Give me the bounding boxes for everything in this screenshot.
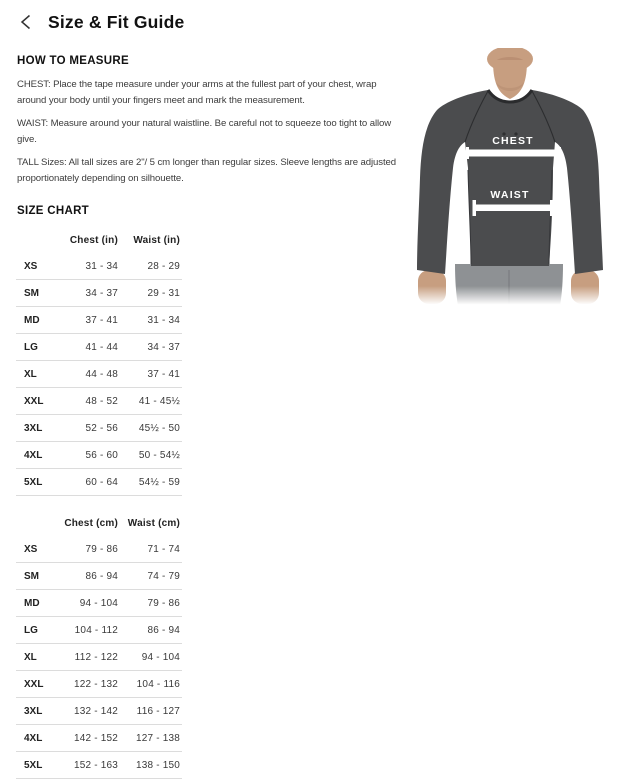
waist-value: 71 - 74	[147, 543, 180, 555]
size-table-body	[16, 253, 182, 496]
size-label: MD	[24, 597, 40, 609]
size-row	[16, 590, 182, 617]
waist-value: 50 - 54½	[138, 449, 180, 461]
waist-value: 28 - 29	[147, 260, 180, 272]
size-row	[16, 280, 182, 307]
content-column	[0, 55, 397, 217]
waist-value: 54½ - 59	[138, 476, 180, 488]
size-table-header	[16, 510, 182, 536]
size-label: 4XL	[24, 732, 43, 744]
waist-value: 104 - 116	[136, 678, 180, 690]
waist-measure-paragraph: WAIST: Measure around your natural waistline. Be careful not to squeeze too tight to allow give.	[17, 118, 392, 145]
chest-value: 112 - 122	[74, 651, 118, 663]
size-row	[16, 644, 182, 671]
chest-value: 48 - 52	[85, 395, 118, 407]
waist-value: 86 - 94	[147, 624, 180, 636]
size-row	[16, 442, 182, 469]
size-row	[16, 617, 182, 644]
waist-value: 34 - 37	[147, 341, 180, 353]
size-label: MD	[24, 314, 40, 326]
size-row	[16, 671, 182, 698]
size-row	[16, 536, 182, 563]
chest-value: 56 - 60	[85, 449, 118, 461]
neck	[493, 60, 527, 99]
photo-bottom-fade	[393, 286, 624, 308]
chest-value: 44 - 48	[85, 368, 118, 380]
waist-value: 116 - 127	[136, 705, 180, 717]
chest-value: 142 - 152	[73, 732, 118, 744]
size-row	[16, 563, 182, 590]
size-chart-heading: SIZE CHART	[17, 205, 89, 217]
waist-bar-tick-right	[550, 200, 554, 216]
chest-value: 122 - 132	[73, 678, 118, 690]
waist-value: 37 - 41	[147, 368, 180, 380]
column-header-chest-cm: Chest (cm)	[64, 517, 118, 529]
chest-measure-paragraph: CHEST: Place the tape measure under your arms at the fullest part of your chest, wrap around your body until your fingers meet and mark the measurement.	[17, 79, 377, 106]
waist-value: 79 - 86	[147, 597, 180, 609]
waist-value: 127 - 138	[135, 732, 180, 744]
chest-value: 37 - 41	[85, 314, 118, 326]
chevron-left-icon	[16, 11, 38, 33]
size-row	[16, 253, 182, 280]
size-row	[16, 307, 182, 334]
chest-value: 104 - 112	[74, 624, 118, 636]
column-header-waist-cm: Waist (cm)	[127, 517, 180, 529]
size-table-body	[16, 536, 182, 779]
size-label: 5XL	[24, 476, 43, 488]
chest-value: 132 - 142	[73, 705, 118, 717]
waist-value: 29 - 31	[147, 287, 180, 299]
waist-bar-label: WAIST	[490, 189, 530, 201]
chest-value: 31 - 34	[85, 260, 118, 272]
size-table-centimeters	[16, 510, 182, 779]
back-button[interactable]	[15, 10, 39, 34]
waist-bar-tick-left	[473, 200, 477, 216]
size-row	[16, 469, 182, 496]
waist-value: 41 - 45½	[138, 395, 180, 407]
waist-value: 138 - 150	[135, 759, 180, 771]
waist-measure-bar	[474, 205, 552, 212]
column-header-chest-in: Chest (in)	[69, 234, 118, 246]
model-photo	[393, 48, 624, 306]
size-table-header	[16, 227, 182, 253]
size-label: XL	[24, 368, 37, 380]
size-label: 5XL	[24, 759, 43, 771]
size-row	[16, 415, 182, 442]
chest-value: 152 - 163	[73, 759, 118, 771]
chest-value: 34 - 37	[85, 287, 118, 299]
chest-bar-tick-right	[558, 147, 561, 159]
size-label: 4XL	[24, 449, 43, 461]
chest-measure-bar	[467, 150, 560, 157]
size-table-inches	[16, 227, 182, 496]
page-title: Size & Fit Guide	[48, 11, 185, 32]
shirt	[417, 90, 603, 274]
size-label: XXL	[24, 395, 44, 407]
chest-value: 94 - 104	[79, 597, 118, 609]
size-label: 3XL	[24, 705, 43, 717]
size-label: XXL	[24, 678, 44, 690]
chest-bar-label: CHEST	[492, 135, 534, 147]
size-label: 3XL	[24, 422, 43, 434]
chest-bar-tick-left	[466, 147, 469, 159]
chest-value: 60 - 64	[85, 476, 118, 488]
chest-value: 41 - 44	[85, 341, 118, 353]
how-to-measure-heading: HOW TO MEASURE	[17, 55, 129, 67]
size-label: XS	[24, 260, 38, 272]
size-row	[16, 752, 182, 779]
size-row	[16, 698, 182, 725]
size-row	[16, 388, 182, 415]
chest-value: 52 - 56	[85, 422, 118, 434]
waist-value: 31 - 34	[147, 314, 180, 326]
size-label: SM	[24, 287, 39, 299]
size-label: LG	[24, 341, 38, 353]
chest-value: 79 - 86	[85, 543, 118, 555]
waist-value: 94 - 104	[141, 651, 180, 663]
waist-value: 74 - 79	[147, 570, 180, 582]
size-label: XS	[24, 543, 38, 555]
column-header-waist-in: Waist (in)	[133, 234, 180, 246]
tall-sizes-paragraph: TALL Sizes: All tall sizes are 2"/ 5 cm longer than regular sizes. Sleeve lengths are adjusted proportionately depending on silhouette.	[17, 157, 397, 184]
model-torso-illustration	[393, 48, 624, 306]
size-label: XL	[24, 651, 37, 663]
size-label: LG	[24, 624, 38, 636]
header	[0, 0, 624, 34]
chest-value: 86 - 94	[85, 570, 118, 582]
size-row	[16, 725, 182, 752]
size-row	[16, 361, 182, 388]
size-label: SM	[24, 570, 39, 582]
waist-value: 45½ - 50	[138, 422, 180, 434]
size-row	[16, 334, 182, 361]
